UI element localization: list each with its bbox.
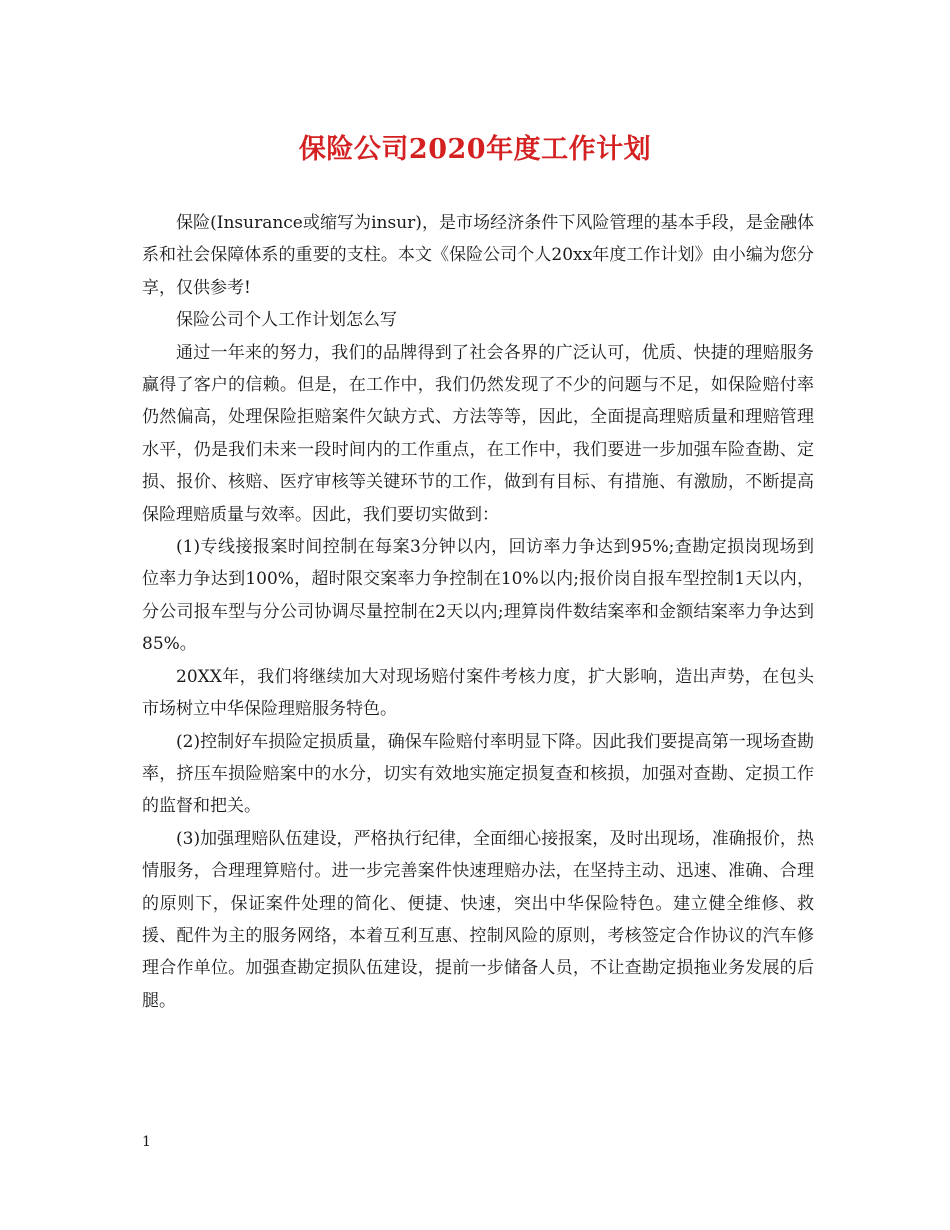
page-number: 1 [142,1134,151,1150]
document-title: 保险公司2020年度工作计划 [298,134,652,165]
body-paragraph: (1)专线接报案时间控制在每案3分钟以内，回访率力争达到95%;查勘定损岗现场到位率力争达到100%，超时限交案率力争控制在10%以内;报价岗自报车型控制1天以内，分公司报车型与分公司协调尽量控制在2天以内;理算岗件数结案率和金额结案率力争达到85%。 [142,537,814,655]
body-paragraph: 20XX年，我们将继续加大对现场赔付案件考核力度，扩大影响，造出声势，在包头市场树立中华保险理赔服务特色。 [142,666,814,720]
section-heading: 保险公司个人工作计划怎么写 [176,310,397,331]
document-body [142,207,814,1017]
body-paragraph: 通过一年来的努力，我们的品牌得到了社会各界的广泛认可，优质、快捷的理赔服务赢得了客户的信赖。但是，在工作中，我们仍然发现了不少的问题与不足，如保险赔付率仍然偏高，处理保险拒赔案件欠缺方式、方法等等，因此，全面提高理赔质量和理赔管理水平，仍是我们未来一段时间内的工作重点，在工作中，我们要进一步加强车险查勘、定损、报价、核赔、医疗审核等关键环节的工作，做到有目标、有措施、有激励，不断提高保险理赔质量与效率。因此，我们要切实做到： [142,342,814,525]
body-paragraph: (2)控制好车损险定损质量，确保车险赔付率明显下降。因此我们要提高第一现场查勘率，挤压车损险赔案中的水分，切实有效地实施定损复查和核损，加强对查勘、定损工作的监督和把关。 [142,731,814,817]
intro-paragraph: 保险(Insurance或缩写为insur)，是市场经济条件下风险管理的基本手段，是金融体系和社会保障体系的重要的支柱。本文《保险公司个人20xx年度工作计划》由小编为您分享，仅供参考! [142,213,814,298]
body-paragraph: (3)加强理赔队伍建设，严格执行纪律，全面细心接报案，及时出现场，准确报价，热情服务，合理理算赔付。进一步完善案件快速理赔办法，在坚持主动、迅速、准确、合理的原则下，保证案件处理的简化、便捷、快速，突出中华保险特色。建立健全维修、救援、配件为主的服务网络，本着互利互惠、控制风险的原则，考核签定合作协议的汽车修理合作单位。加强查勘定损队伍建设，提前一步储备人员，不让查勘定损拖业务发展的后腿。 [142,828,814,1011]
